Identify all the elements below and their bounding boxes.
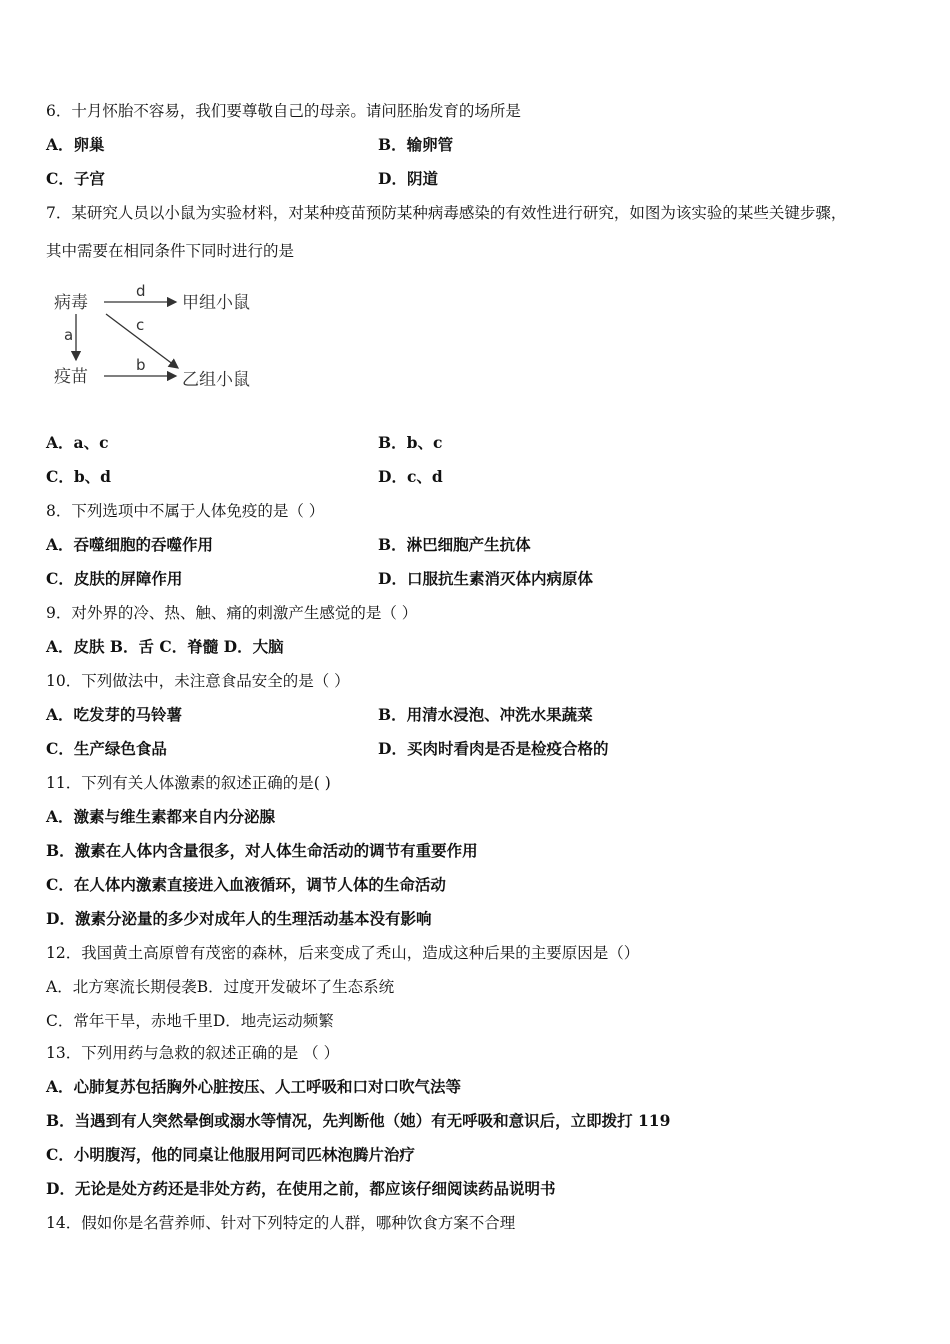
q6-option-a: A．卵巢 [46,135,105,154]
label-b: b [136,356,146,374]
q7-option-b: B．b、c [378,433,443,452]
q7-option-d: D．c、d [378,467,443,486]
q8-option-a: A．吞噬细胞的吞噬作用 [46,535,214,554]
q10-option-a: A．吃发芽的马铃薯 [46,705,183,724]
q6-option-d: D．阴道 [378,169,438,188]
q9-stem: 9．对外界的冷、热、触、痛的刺激产生感觉的是（ ） [46,604,418,622]
q8-stem: 8．下列选项中不属于人体免疫的是（ ） [46,502,325,520]
q12-stem: 12．我国黄土高原曾有茂密的森林，后来变成了秃山，造成这种后果的主要原因是（） [46,944,640,962]
q7-stem-line2: 其中需要在相同条件下同时进行的是 [46,242,295,260]
q10-option-c: C．生产绿色食品 [46,739,167,758]
q11-option-c: C．在人体内激素直接进入血液循环，调节人体的生命活动 [46,875,446,894]
q9-options: A．皮肤 B．舌 C．脊髓 D．大脑 [46,637,284,656]
q10-option-b: B．用清水浸泡、冲洗水果蔬菜 [378,705,593,724]
diagram-group1-label: 甲组小鼠 [182,293,250,313]
q8-option-b: B．淋巴细胞产生抗体 [378,535,531,554]
q13-stem: 13．下列用药与急救的叙述正确的是 （ ） [46,1044,340,1062]
q10-option-d: D．买肉时看肉是否是检疫合格的 [378,739,609,758]
label-a: a [64,326,74,344]
q11-option-d: D．激素分泌量的多少对成年人的生理活动基本没有影响 [46,909,432,928]
q7-option-c: C．b、d [46,467,112,486]
q12-options-ab: A．北方寒流长期侵袭B．过度开发破坏了生态系统 [46,978,395,996]
q7-stem-line1: 7．某研究人员以小鼠为实验材料，对某种疫苗预防某种病毒感染的有效性进行研究，如图为该实验的某些关键步骤， [46,204,847,222]
q7-diagram [50,282,290,394]
label-d: d [136,282,146,300]
q13-option-c: C．小明腹泻，他的同桌让他服用阿司匹林泡腾片治疗 [46,1145,415,1164]
q11-option-b: B．激素在人体内含量很多，对人体生命活动的调节有重要作用 [46,841,478,860]
q7-option-a: A．a、c [46,433,109,452]
diagram-virus-label: 病毒 [54,293,88,313]
q10-stem: 10．下列做法中，未注意食品安全的是（ ） [46,672,350,690]
q13-option-a: A．心肺复苏包括胸外心脏按压、人工呼吸和口对口吹气法等 [46,1077,462,1096]
diagram-vaccine-label: 疫苗 [54,367,88,387]
q14-stem: 14．假如你是名营养师、针对下列特定的人群，哪种饮食方案不合理 [46,1214,516,1232]
q12-options-cd: C．常年干旱，赤地千里D．地壳运动频繁 [46,1012,334,1030]
q13-option-d: D．无论是处方药还是非处方药，在使用之前，都应该仔细阅读药品说明书 [46,1179,556,1198]
q6-stem: 6．十月怀胎不容易，我们要尊敬自己的母亲。请问胚胎发育的场所是 [46,102,521,120]
q13-option-b: B．当遇到有人突然晕倒或溺水等情况，先判断他（她）有无呼吸和意识后，立即拨打 119 [46,1111,671,1130]
q6-option-b: B．输卵管 [378,135,454,154]
q11-stem: 11．下列有关人体激素的叙述正确的是( ) [46,774,331,792]
q11-option-a: A．激素与维生素都来自内分泌腺 [46,807,276,826]
diagram-group2-label: 乙组小鼠 [182,370,250,390]
q8-option-c: C．皮肤的屏障作用 [46,569,183,588]
label-c: c [136,316,145,334]
q6-option-c: C．子宫 [46,169,105,188]
q8-option-d: D．口服抗生素消灭体内病原体 [378,569,593,588]
